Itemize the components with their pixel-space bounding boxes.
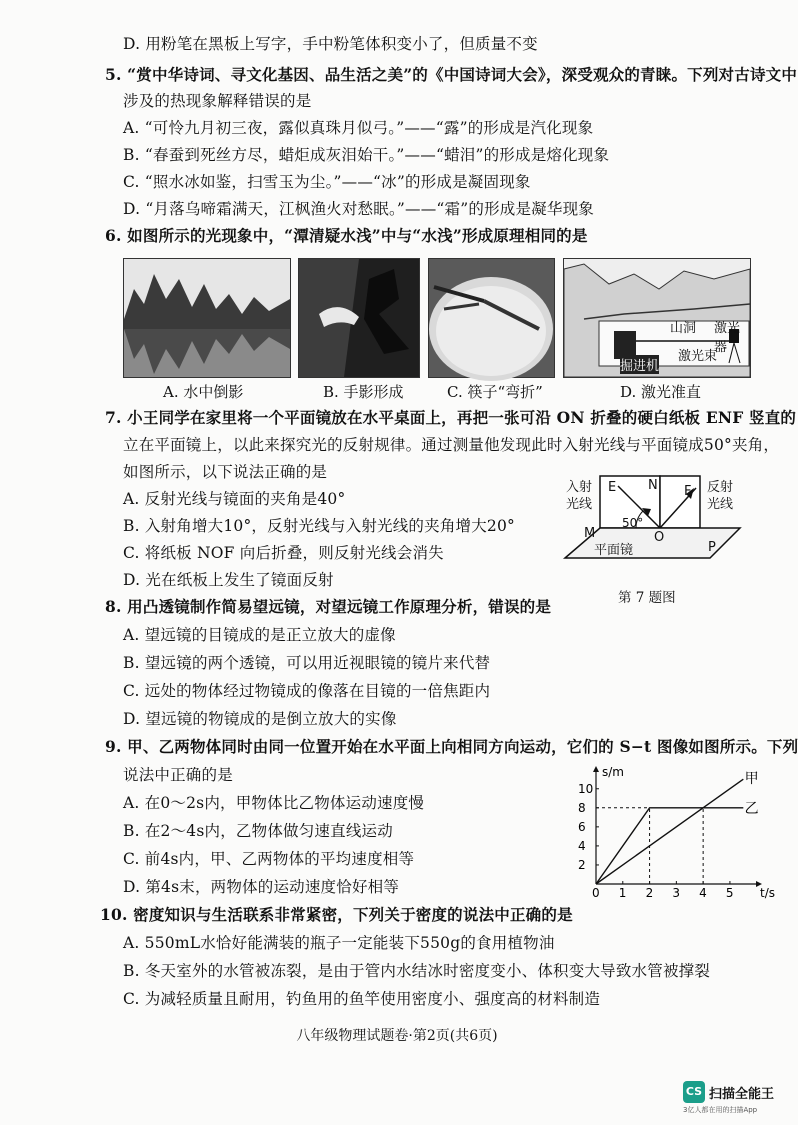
q7-label-F: F bbox=[684, 484, 692, 499]
camscanner-icon: CS bbox=[683, 1081, 705, 1103]
q7-figure-caption: 第 7 题图 bbox=[618, 590, 676, 606]
x-tick-label: 2 bbox=[645, 886, 654, 900]
q5-stem-1: 5. “赏中华诗词、寻文化基因、品生活之美”的《中国诗词大会》，深受观众的青睐。下列对古诗文中 bbox=[105, 65, 798, 84]
q4-option-d: D. 用粉笔在黑板上写字，手中粉笔体积变小了，但质量不变 bbox=[123, 35, 538, 53]
photo-hand-shadow bbox=[298, 258, 420, 378]
x-tick-label: 3 bbox=[672, 886, 680, 900]
q9-option-b: B. 在2～4s内，乙物体做匀速直线运动 bbox=[123, 822, 393, 840]
q10-stem: 10. 密度知识与生活联系非常紧密，下列关于密度的说法中正确的是 bbox=[100, 905, 573, 924]
q8-option-d: D. 望远镜的物镜成的是倒立放大的实像 bbox=[123, 710, 397, 728]
series-label: 乙 bbox=[744, 800, 759, 817]
y-tick-label: 6 bbox=[578, 819, 586, 834]
q7-label-incident-2: 光线 bbox=[566, 497, 593, 512]
q9-st-chart bbox=[570, 765, 775, 900]
y-axis-label: s/m bbox=[602, 765, 624, 779]
q7-label-incident-1: 入射 bbox=[566, 480, 593, 495]
q7-option-a: A. 反射光线与镜面的夹角是40° bbox=[123, 490, 346, 508]
q8-option-a: A. 望远镜的目镜成的是正立放大的虚像 bbox=[123, 626, 396, 644]
q5-option-b: B. “春蚕到死丝方尽，蜡炬成灰泪始干。”——“蜡泪”的形成是熔化现象 bbox=[123, 146, 610, 164]
q7-label-M: M bbox=[584, 526, 596, 541]
y-tick-label: 2 bbox=[578, 857, 586, 872]
q7-option-c: C. 将纸板 NOF 向后折叠，则反射光线会消失 bbox=[123, 544, 444, 562]
q6-caption-c: C. 筷子“弯折” bbox=[447, 383, 543, 401]
label-mountain-tunnel: 山洞 bbox=[670, 321, 697, 336]
q10-option-b: B. 冬天室外的水管被冻裂，是由于管内水结冰时密度变小、体积变大导致水管被撑裂 bbox=[123, 962, 711, 980]
q9-option-d: D. 第4s末，两物体的运动速度恰好相等 bbox=[123, 878, 400, 896]
y-tick-label: 10 bbox=[578, 781, 594, 796]
q6-caption-d: D. 激光准直 bbox=[620, 383, 702, 401]
q7-angle-label: 50° bbox=[622, 516, 644, 530]
q7-label-reflect-1: 反射 bbox=[707, 480, 734, 495]
q8-option-c: C. 远处的物体经过物镜成的像落在目镜的一倍焦距内 bbox=[123, 682, 491, 700]
q7-stem-2: 立在平面镜上，以此来探究光的反射规律。通过测量他发现此时入射光线与平面镜成50°夹角， bbox=[123, 436, 780, 454]
q6-stem: 6. 如图所示的光现象中，“潭清疑水浅”中与“水浅”形成原理相同的是 bbox=[105, 226, 588, 245]
q5-option-a: A. “可怜九月初三夜，露似真珠月似弓。”——“露”的形成是汽化现象 bbox=[123, 119, 594, 137]
badge-app-name: 扫描全能王 bbox=[709, 1087, 775, 1102]
q7-label-reflect-2: 光线 bbox=[707, 497, 734, 512]
y-tick-label: 8 bbox=[578, 800, 586, 815]
q9-option-a: A. 在0～2s内，甲物体比乙物体运动速度慢 bbox=[123, 794, 425, 812]
q5-option-c: C. “照水冰如鉴，扫雪玉为尘。”——“冰”的形成是凝固现象 bbox=[123, 173, 531, 191]
q8-option-b: B. 望远镜的两个透镜，可以用近视眼镜的镜片来代替 bbox=[123, 654, 491, 672]
q9-stem-1: 9. 甲、乙两物体同时由同一位置开始在水平面上向相同方向运动，它们的 S−t 图像如图所示。下列 bbox=[105, 737, 798, 756]
label-laser: 激光器 bbox=[714, 321, 741, 355]
q6-caption-a: A. 水中倒影 bbox=[163, 383, 244, 401]
x-tick-label: 5 bbox=[725, 886, 734, 900]
label-laser-beam: 激光束 bbox=[678, 349, 718, 364]
diagram-laser-tunnel bbox=[563, 258, 751, 378]
series-label: 甲 bbox=[744, 771, 759, 788]
q7-label-E: E bbox=[608, 480, 617, 495]
y-tick-label: 4 bbox=[578, 838, 586, 853]
q7-figure bbox=[560, 466, 750, 606]
q5-option-d: D. “月落乌啼霜满天，江枫渔火对愁眠。”——“霜”的形成是凝华现象 bbox=[123, 200, 594, 218]
scanner-app-badge bbox=[683, 1079, 783, 1115]
q9-option-c: C. 前4s内，甲、乙两物体的平均速度相等 bbox=[123, 850, 415, 868]
q7-mirror-label: 平面镜 bbox=[594, 543, 634, 558]
q10-option-c: C. 为减轻质量且耐用，钓鱼用的鱼竿使用密度小、强度高的材料制造 bbox=[123, 990, 601, 1008]
q7-option-b: B. 入射角增大10°，反射光线与入射光线的夹角增大20° bbox=[123, 517, 515, 535]
series-line bbox=[596, 808, 743, 884]
q8-stem: 8. 用凸透镜制作简易望远镜，对望远镜工作原理分析，错误的是 bbox=[105, 597, 552, 616]
q10-option-a: A. 550mL水恰好能满装的瓶子一定能装下550g的食用植物油 bbox=[123, 934, 555, 952]
q7-option-d: D. 光在纸板上发生了镜面反射 bbox=[123, 571, 334, 589]
q7-label-N: N bbox=[648, 478, 658, 493]
x-tick-label: 0 bbox=[592, 886, 600, 900]
q6-caption-b: B. 手影形成 bbox=[323, 383, 404, 401]
photo-chopsticks bbox=[428, 258, 555, 378]
y-axis-arrow bbox=[593, 766, 599, 772]
label-tunnel-machine: 掘进机 bbox=[620, 355, 659, 374]
q5-stem-2: 涉及的热现象解释错误的是 bbox=[123, 92, 312, 110]
x-axis-label: t/s bbox=[760, 886, 775, 900]
x-tick-label: 4 bbox=[699, 886, 707, 900]
q7-stem-3: 如图所示，以下说法正确的是 bbox=[123, 463, 328, 481]
page-footer: 八年级物理试题卷·第2页(共6页) bbox=[296, 1028, 498, 1044]
q7-label-P: P bbox=[708, 540, 716, 555]
badge-tagline: 3亿人都在用的扫描App bbox=[683, 1106, 758, 1114]
q9-stem-2: 说法中正确的是 bbox=[123, 766, 233, 784]
photo-reflection bbox=[123, 258, 291, 378]
x-tick-label: 1 bbox=[618, 886, 627, 900]
q7-label-O: O bbox=[654, 530, 665, 545]
q7-stem-1: 7. 小王同学在家里将一个平面镜放在水平桌面上，再把一张可沿 ON 折叠的硬白纸板 ENF 竖直的 bbox=[105, 408, 797, 427]
series-line bbox=[596, 779, 743, 884]
